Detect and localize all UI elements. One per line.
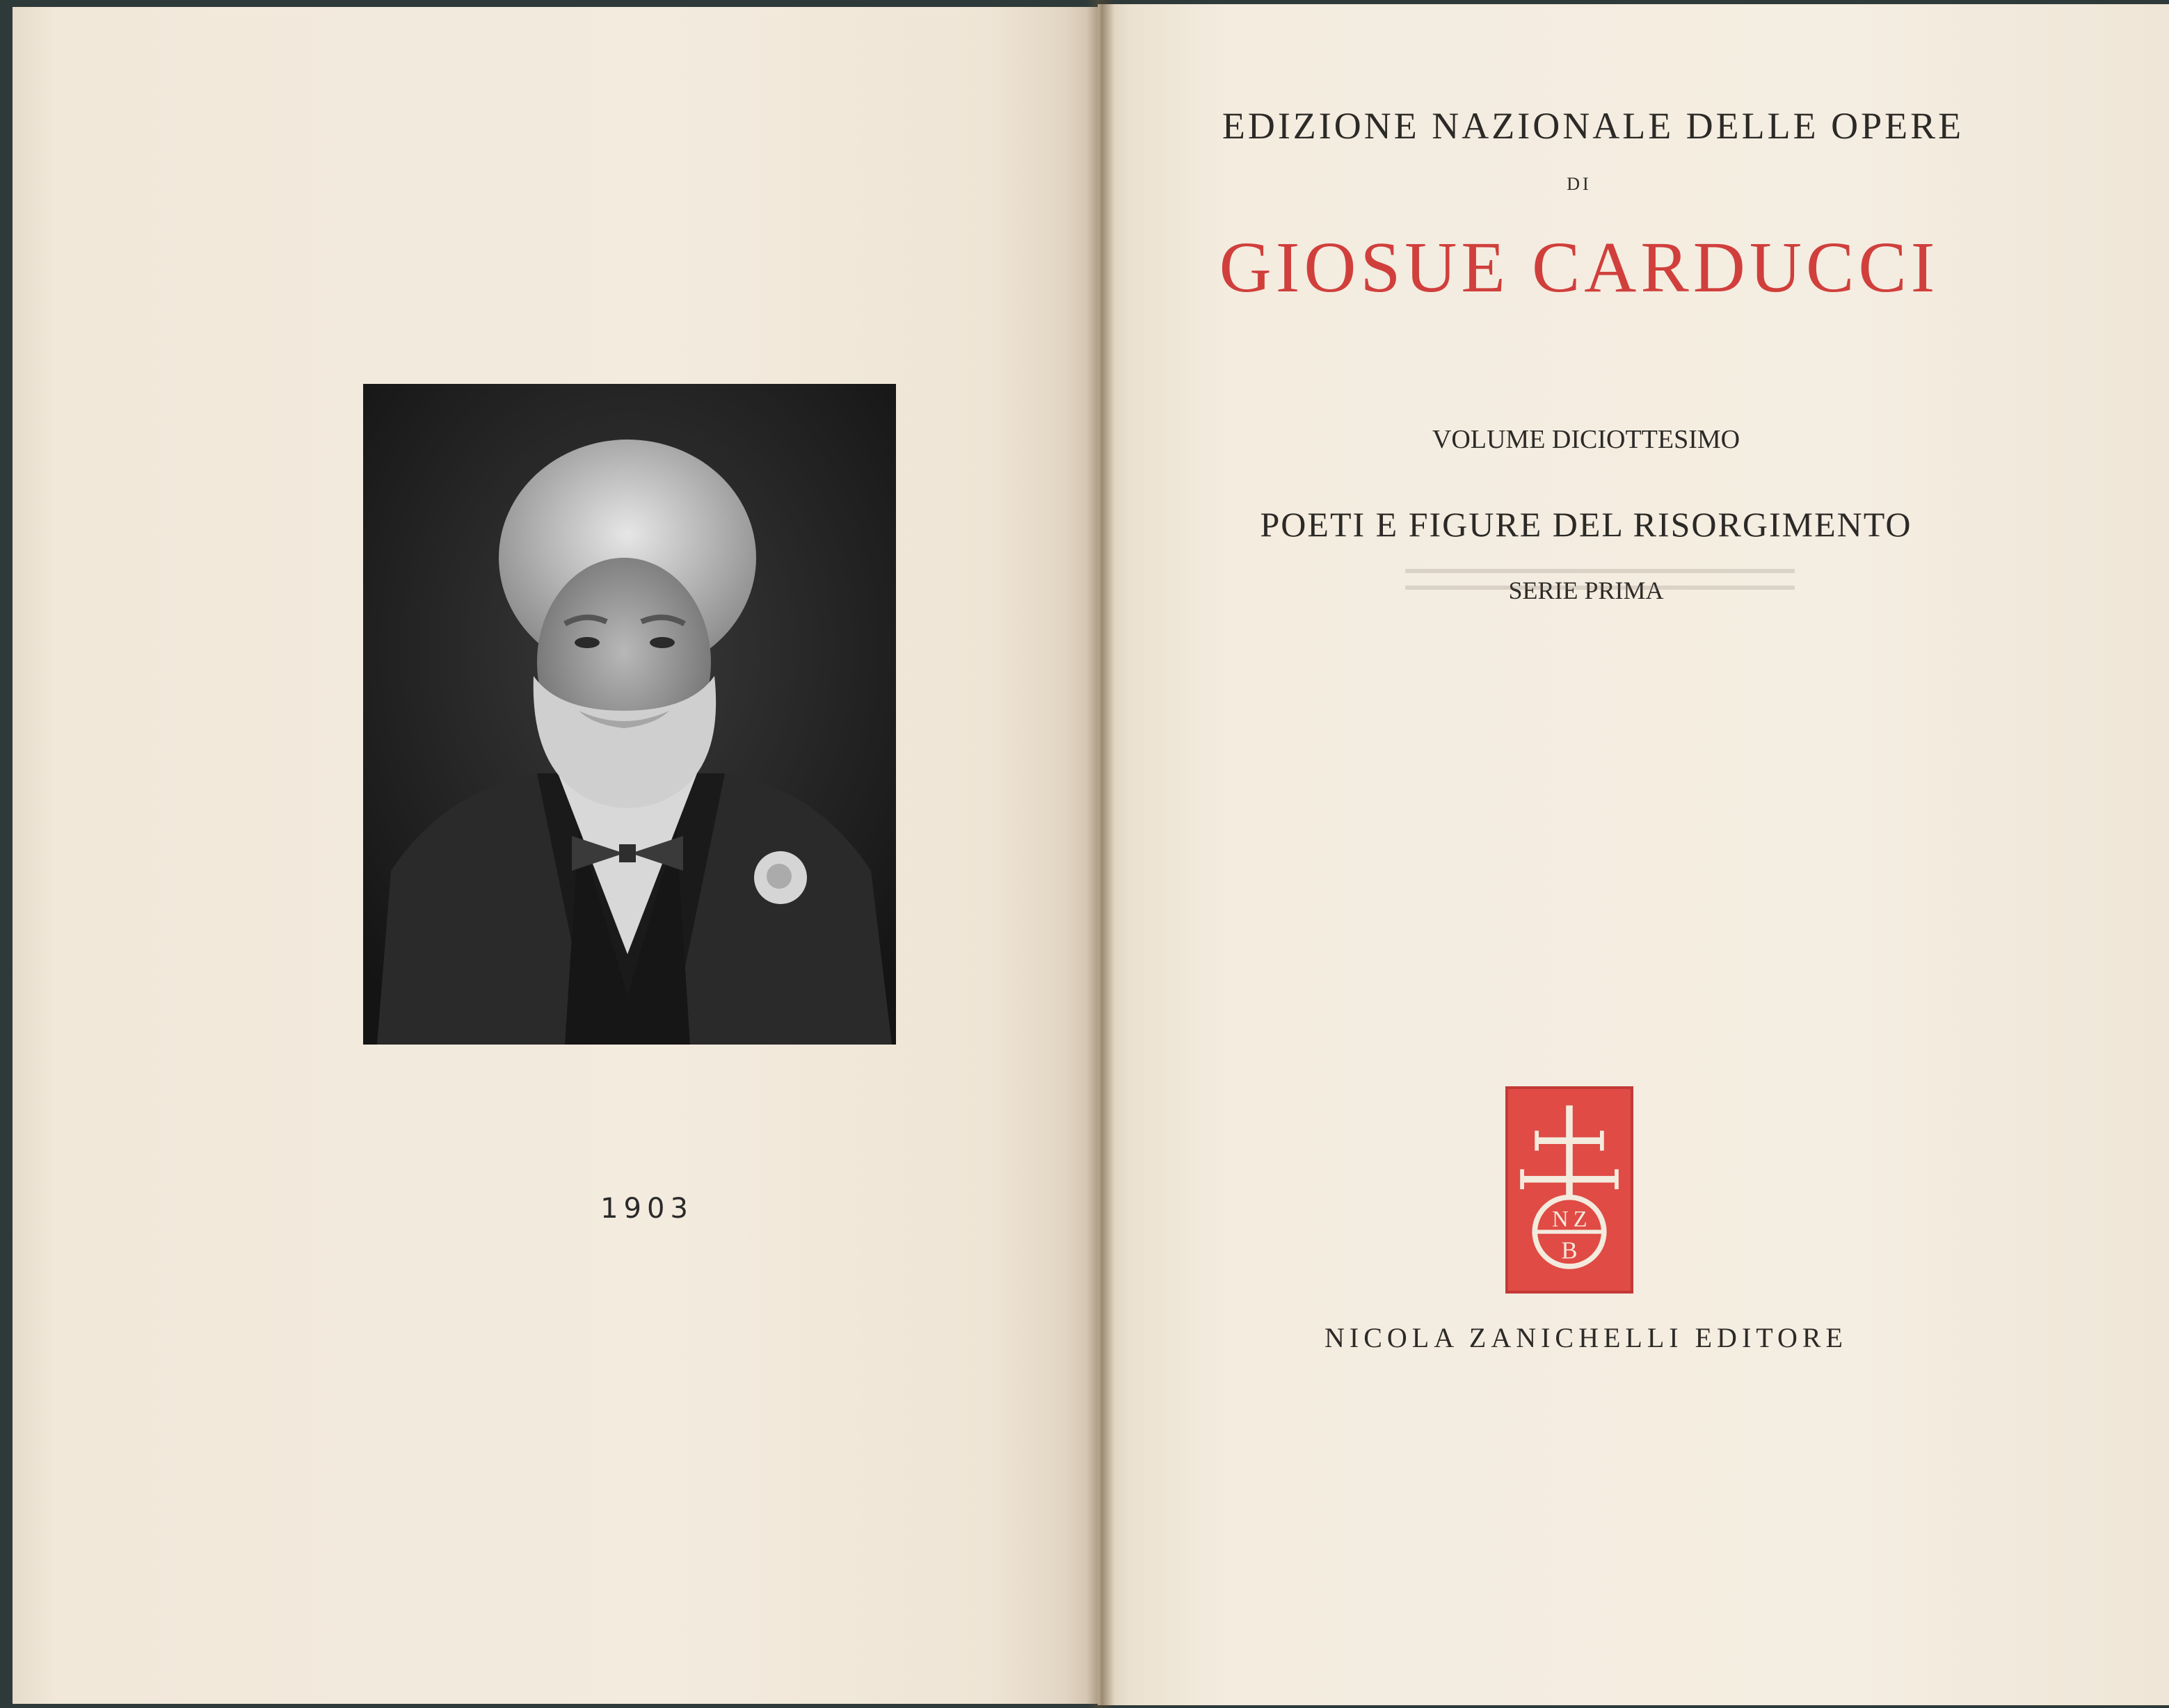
author-name: GIOSUE CARDUCCI (1219, 227, 1939, 307)
book-gutter (1087, 0, 1114, 1708)
volume-label: VOLUME DICIOTTESIMO (1432, 425, 1740, 454)
svg-text:B: B (1561, 1237, 1578, 1264)
title-connector: DI (1567, 174, 1592, 194)
publisher-name: NICOLA ZANICHELLI EDITORE (1324, 1322, 1848, 1353)
author-portrait-photo (363, 384, 896, 1045)
series-title: EDIZIONE NAZIONALE DELLE OPERE (1222, 105, 1964, 147)
svg-text:Z: Z (1573, 1207, 1587, 1232)
portrait-year: 1903 (600, 1193, 694, 1225)
show-through-text (1391, 556, 1809, 619)
work-title: POETI E FIGURE DEL RISORGIMENTO (1260, 505, 1912, 544)
series-label: SERIE PRIMA (1508, 577, 1664, 604)
publisher-mark-logo (1505, 1086, 1633, 1294)
svg-text:N: N (1552, 1207, 1569, 1232)
portrait-illustration (363, 384, 896, 1045)
cross-emblem-icon (1508, 1089, 1631, 1291)
